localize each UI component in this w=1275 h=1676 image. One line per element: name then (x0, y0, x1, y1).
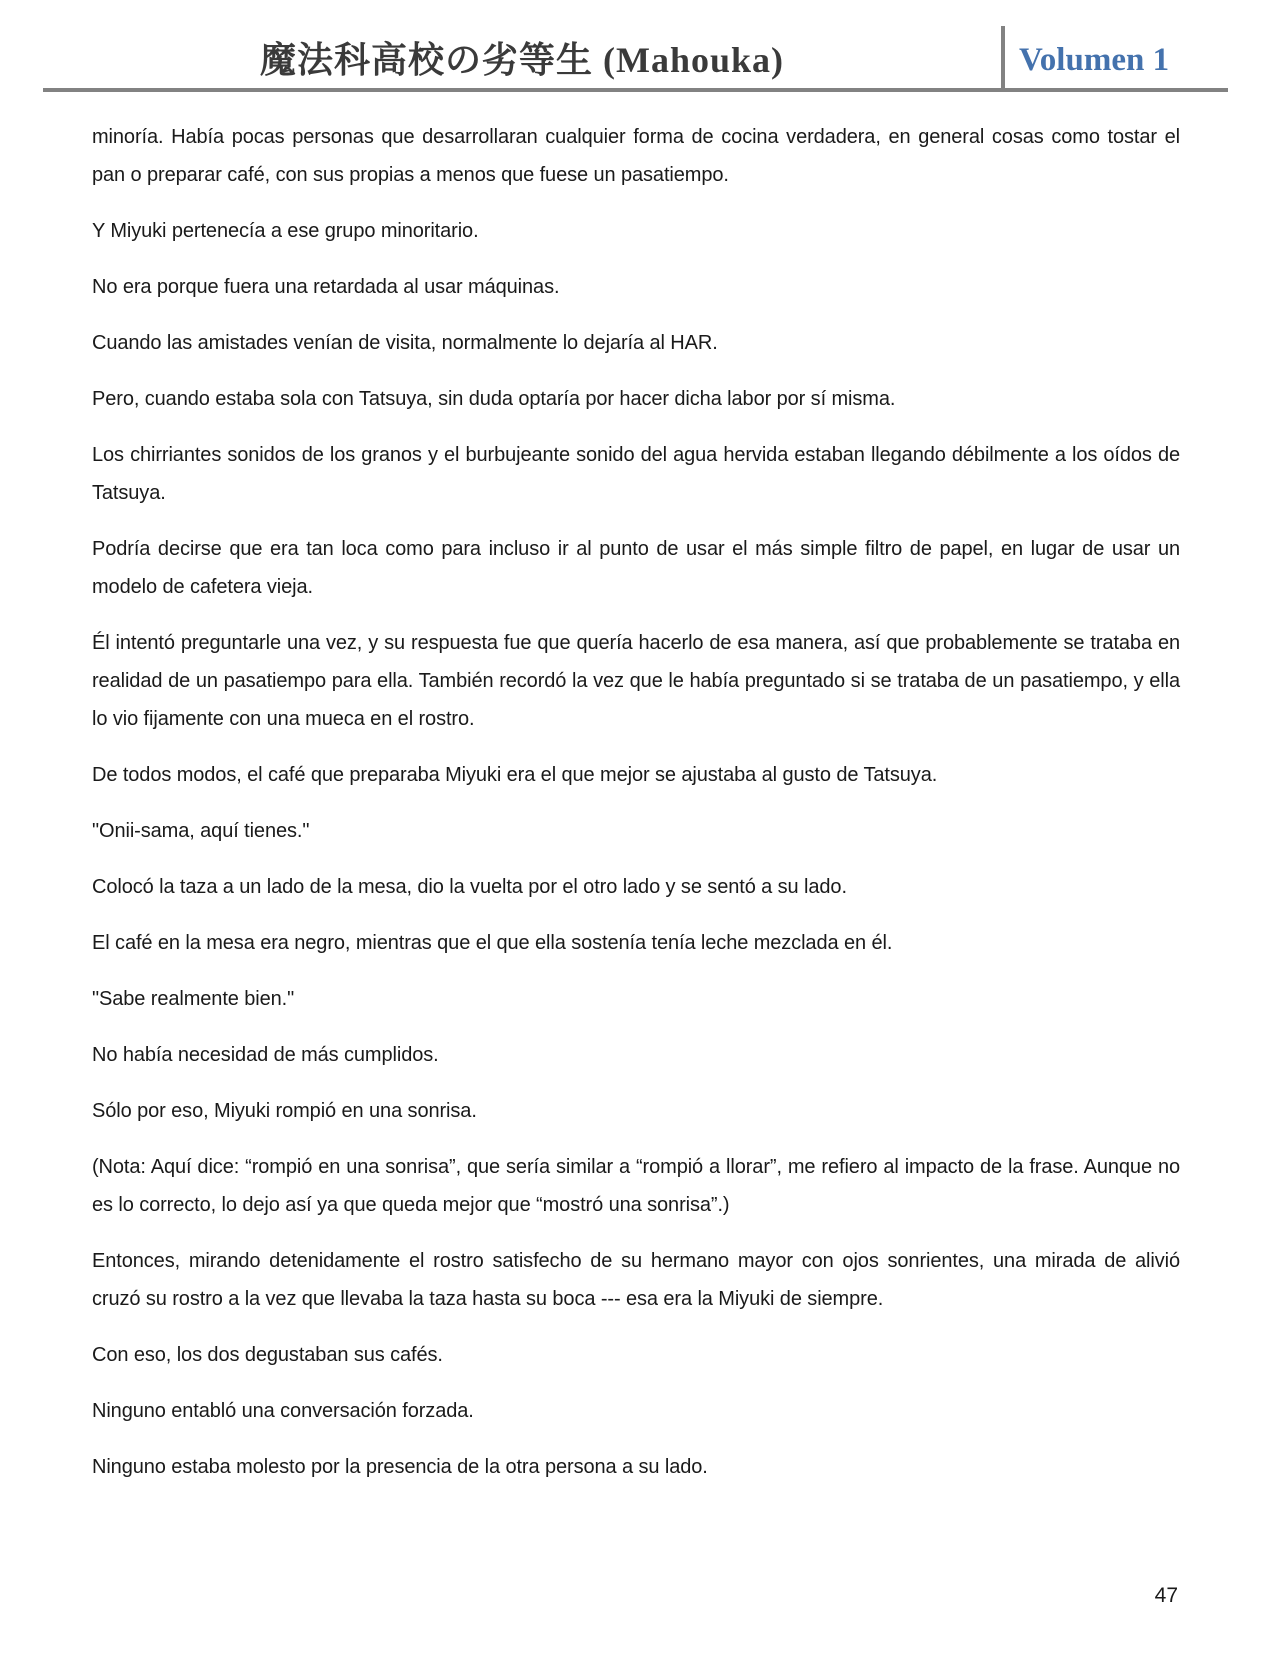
paragraph: Él intentó preguntarle una vez, y su respuesta fue que quería hacerlo de esa manera, así que probablemente se trataba en realidad de un pasatiempo para ella. También recordó la vez que le había preguntado si se trataba de un pasatiempo, y ella lo vio fijamente con una mueca en el rostro. (92, 632, 1180, 731)
paragraph: Entonces, mirando detenidamente el rostro satisfecho de su hermano mayor con ojos sonrientes, una mirada de alivió cruzó su rostro a la vez que llevaba la taza hasta su boca --- esa era la Miyuki de siempre. (92, 1250, 1180, 1311)
paragraph: De todos modos, el café que preparaba Miyuki era el que mejor se ajustaba al gusto de Tatsuya. (92, 764, 938, 787)
paragraph: Podría decirse que era tan loca como para incluso ir al punto de usar el más simple filtro de papel, en lugar de usar un modelo de cafetera vieja. (92, 538, 1180, 599)
paragraph: (Nota: Aquí dice: “rompió en una sonrisa”, que sería similar a “rompió a llorar”, me refiero al impacto de la frase. Aunque no es lo correcto, lo dejo así ya que queda mejor que “mostró una sonrisa”.) (92, 1156, 1180, 1217)
paragraph: minoría. Había pocas personas que desarrollaran cualquier forma de cocina verdadera, en general cosas como tostar el pan o preparar café, con sus propias a menos que fuese un pasatiempo. (92, 126, 1180, 187)
paragraph: Cuando las amistades venían de visita, normalmente lo dejaría al HAR. (92, 332, 718, 355)
paragraph: Con eso, los dos degustaban sus cafés. (92, 1344, 443, 1367)
page-title: 魔法科高校の劣等生 (Mahouka) (259, 40, 785, 81)
paragraph: "Sabe realmente bien." (92, 988, 295, 1011)
paragraph: Pero, cuando estaba sola con Tatsuya, sin duda optaría por hacer dicha labor por sí misma. (92, 388, 896, 411)
header-volume-cell (1001, 26, 1228, 88)
header-title-cell (43, 42, 1001, 88)
paragraph: "Onii-sama, aquí tienes." (92, 820, 310, 843)
paragraph: Los chirriantes sonidos de los granos y el burbujeante sonido del agua hervida estaban llegando débilmente a los oídos de Tatsuya. (92, 444, 1180, 505)
page-header (43, 26, 1228, 92)
page-number: 47 (1154, 1584, 1178, 1607)
paragraph: Colocó la taza a un lado de la mesa, dio la vuelta por el otro lado y se sentó a su lado. (92, 876, 847, 899)
document-page (0, 26, 1275, 1676)
page-body (0, 92, 1275, 1486)
paragraph: No había necesidad de más cumplidos. (92, 1044, 439, 1067)
paragraph: El café en la mesa era negro, mientras que el que ella sostenía tenía leche mezclada en él. (92, 932, 893, 955)
paragraph: Sólo por eso, Miyuki rompió en una sonrisa. (92, 1100, 477, 1123)
paragraph: Ninguno entabló una conversación forzada. (92, 1400, 474, 1423)
volume-label: Volumen 1 (1019, 42, 1170, 78)
paragraph: Y Miyuki pertenecía a ese grupo minoritario. (92, 220, 479, 243)
paragraph: Ninguno estaba molesto por la presencia de la otra persona a su lado. (92, 1456, 708, 1479)
paragraph: No era porque fuera una retardada al usar máquinas. (92, 276, 560, 299)
